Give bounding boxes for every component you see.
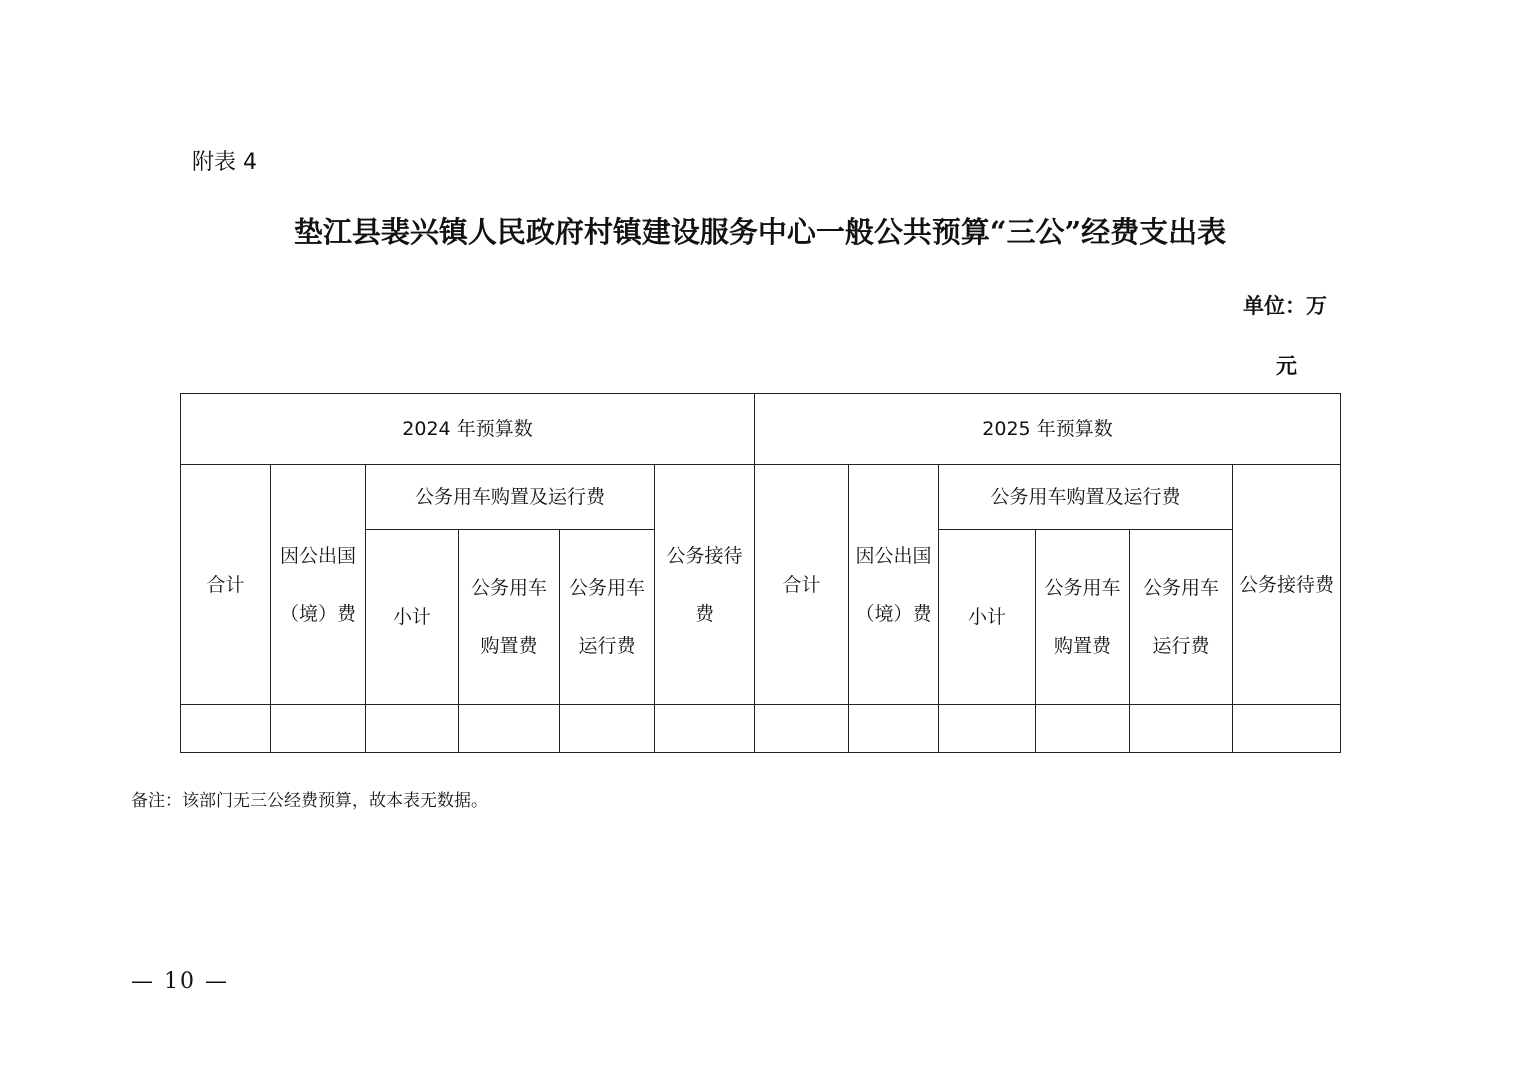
header-2025-budget: 2025 年预算数 xyxy=(755,394,1341,465)
table-cell xyxy=(655,705,755,753)
table-row xyxy=(181,705,1341,753)
table-cell xyxy=(939,705,1036,753)
header-total-2024: 合计 xyxy=(181,465,271,705)
header-2024-budget: 2024 年预算数 xyxy=(181,394,755,465)
header-vehicle-purchase-2024: 公务用车购置费 xyxy=(459,530,560,705)
table-cell xyxy=(181,705,271,753)
table-note: 备注：该部门无三公经费预算，故本表无数据。 xyxy=(131,791,488,811)
header-vehicle-group-2025: 公务用车购置及运行费 xyxy=(939,465,1233,530)
table-cell xyxy=(755,705,849,753)
header-reception-2024: 公务接待费 xyxy=(655,465,755,705)
table-cell xyxy=(1233,705,1341,753)
header-total-2025: 合计 xyxy=(755,465,849,705)
header-vehicle-operation-2024: 公务用车运行费 xyxy=(560,530,655,705)
table-cell xyxy=(1130,705,1233,753)
header-vehicle-group-2024: 公务用车购置及运行费 xyxy=(366,465,655,530)
appendix-label: 附表 4 xyxy=(192,150,257,175)
table-cell xyxy=(849,705,939,753)
page-number: — 10 — xyxy=(131,969,229,994)
header-abroad-2025: 因公出国（境）费 xyxy=(849,465,939,705)
table-cell xyxy=(366,705,459,753)
table-cell xyxy=(1036,705,1130,753)
header-subtotal-2024: 小计 xyxy=(366,530,459,705)
table-cell xyxy=(271,705,366,753)
unit-label: 单位：万 xyxy=(1243,293,1327,318)
table-cell xyxy=(459,705,560,753)
header-subtotal-2025: 小计 xyxy=(939,530,1036,705)
table-cell xyxy=(560,705,655,753)
unit-label-continued: 元 xyxy=(1276,353,1297,378)
three-public-expenses-table xyxy=(180,393,1341,753)
header-abroad-2024: 因公出国（境）费 xyxy=(271,465,366,705)
document-title: 垫江县裴兴镇人民政府村镇建设服务中心一般公共预算“三公”经费支出表 xyxy=(293,215,1227,249)
header-vehicle-purchase-2025: 公务用车购置费 xyxy=(1036,530,1130,705)
header-reception-2025: 公务接待费 xyxy=(1233,465,1341,705)
header-vehicle-operation-2025: 公务用车运行费 xyxy=(1130,530,1233,705)
